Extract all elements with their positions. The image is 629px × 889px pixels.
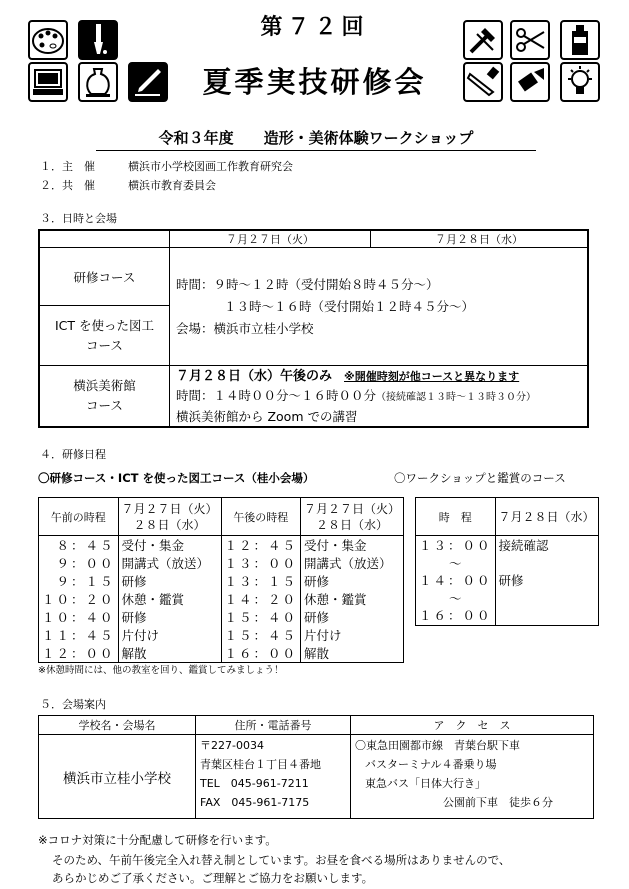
schedule-row	[39, 572, 404, 590]
pm-time: １５：４０	[221, 608, 301, 626]
page-title: 夏季実技研修会	[202, 65, 427, 99]
workshop-schedule-table	[415, 497, 599, 626]
ws-item-2: 研修	[498, 573, 524, 588]
museum-day: ７月２８日（水）午後のみ	[176, 369, 333, 384]
ws-header-time: 時 程	[416, 498, 496, 536]
course-museum	[39, 366, 170, 428]
venue-school-name: 横浜市立桂小学校	[39, 735, 196, 819]
section4-heading: ４．研修日程	[40, 448, 106, 461]
museum-check: （接続確認１３時～１３時３０分）	[376, 392, 537, 403]
venue-col-address: 住所・電話番号	[196, 716, 351, 735]
am-item: 研修	[118, 608, 221, 626]
subtitle-name: 造形・美術体験ワークショップ	[263, 129, 474, 147]
subtitle	[96, 127, 536, 151]
pm-time: １６：００	[221, 644, 301, 663]
ws-time-1: １３：００	[419, 538, 492, 553]
ws-time-3: １６：００	[419, 608, 492, 623]
schedule-row	[39, 608, 404, 626]
co-organizer-label: ２．共 催	[40, 179, 95, 192]
museum-note: ※開催時刻が他コースと異なります	[344, 370, 520, 383]
pm-item: 開講式（放送）	[304, 556, 392, 571]
am-day-header	[118, 498, 221, 536]
ws-header-day: ７月２８日（水）	[495, 498, 598, 536]
pm-time: １４：２０	[221, 590, 301, 608]
schedule-left-title: 〇研修コース・ICT を使った図工コース（桂小会場）	[38, 471, 315, 485]
event-number: 第７２回	[260, 15, 369, 40]
schedule-row	[39, 590, 404, 608]
co-organizer-row	[40, 177, 216, 193]
am-time: １０：２０	[39, 590, 119, 608]
pm-time: １３：００	[221, 554, 301, 572]
access-line-1: 〇東急田園都市線 青葉台駅下車	[355, 739, 520, 752]
pm-header: 午後の時程	[221, 498, 301, 536]
am-item: 開講式（放送）	[118, 554, 221, 572]
date-header-1: ７月２７日（火）	[170, 230, 371, 248]
ws-time-2: １４：００	[419, 573, 492, 588]
access-line-2: バスターミナル４番乗り場	[365, 758, 497, 771]
venue-postal: 〒227-0034	[200, 739, 264, 752]
ws-items	[495, 536, 598, 626]
schedule-right-title: 〇ワークショップと鑑賞のコース	[394, 471, 566, 485]
footer-line-2: そのため、午前午後完全入れ替え制としています。お昼を食べる場所はありませんので、	[52, 853, 511, 867]
pm-time: １３：１５	[221, 572, 301, 590]
schedule-row	[39, 536, 404, 555]
organizer-row	[40, 158, 293, 174]
schedule-row	[39, 644, 404, 663]
am-time: ９：１５	[39, 572, 119, 590]
am-day-header-line2: ２８日（水）	[133, 517, 206, 532]
main-schedule-table	[38, 497, 404, 663]
date-venue-table	[38, 229, 589, 428]
am-time: １０：４０	[39, 608, 119, 626]
course-training: 研修コース	[39, 248, 170, 306]
pm-day-header-line1: ７月２７日（火）	[304, 501, 401, 516]
am-item: 研修	[118, 572, 221, 590]
access-line-3: 東急バス「日体大行き」	[365, 777, 486, 790]
venue-info-table	[38, 715, 594, 819]
schedule-row	[39, 554, 404, 572]
pm-time: １５：４５	[221, 626, 301, 644]
venue-fax: FAX 045-961-7175	[200, 796, 310, 809]
museum-cell	[170, 366, 589, 428]
am-time: １１：４５	[39, 626, 119, 644]
time-venue-cell	[170, 248, 589, 366]
date-header-2: ７月２８日（水）	[371, 230, 589, 248]
schedule-row	[39, 626, 404, 644]
pm-item: 研修	[304, 610, 330, 625]
footer-line-3: あらかじめご了承ください。ご理解とご協力をお願いします。	[52, 871, 374, 885]
access-line-4: 公園前下車 徒歩６分	[443, 796, 553, 809]
pm-time: １２：４５	[221, 536, 301, 555]
pm-day-header	[301, 498, 404, 536]
co-organizer-value: 横浜市教育委員会	[128, 179, 216, 192]
am-time: １２：００	[39, 644, 119, 663]
pm-item: 休憩・鑑賞	[304, 592, 367, 607]
am-item: 解散	[118, 644, 221, 663]
course-museum-line2: コース	[86, 398, 123, 413]
course-ict-line1: ICT を使った図工	[54, 317, 155, 333]
course-ict-line2: コース	[86, 337, 123, 353]
venue-address-cell	[196, 735, 351, 819]
pm-item: 研修	[304, 574, 330, 589]
footer-line-1: ※コロナ対策に十分配慮して研修を行います。	[38, 833, 277, 847]
pm-day-header-line2: ２８日（水）	[316, 517, 389, 532]
course-museum-line1: 横浜美術館	[73, 378, 136, 393]
pm-item: 解散	[304, 646, 330, 661]
am-time: ９：００	[39, 554, 119, 572]
ws-item-1: 接続確認	[498, 538, 549, 553]
ws-tilde-2: ～	[449, 590, 462, 606]
am-item: 受付・集金	[118, 536, 221, 555]
section5-heading: ５．会場案内	[40, 698, 106, 711]
am-day-header-line1: ７月２７日（火）	[121, 501, 218, 516]
am-header: 午前の時程	[39, 498, 119, 536]
am-time: ８：４５	[39, 536, 119, 555]
ws-tilde-1: ～	[449, 555, 462, 571]
break-note: ※休憩時間には、他の教室を回り、鑑賞してみましょう！	[38, 665, 284, 676]
venue-tel: TEL 045-961-7211	[200, 777, 309, 790]
time-line-1: 時間：９時～１２時（受付開始８時４５分～）	[176, 276, 439, 292]
section3-heading: ３．日時と会場	[40, 212, 117, 225]
venue-col-school: 学校名・会場名	[39, 716, 196, 735]
museum-zoom: 横浜美術館から Zoom での講習	[176, 409, 358, 424]
am-item: 片付け	[118, 626, 221, 644]
time-line-2: １３時～１６時（受付開始１２時４５分～）	[224, 298, 475, 314]
organizer-value: 横浜市小学校図画工作教育研究会	[128, 160, 293, 173]
organizer-label: １．主 催	[40, 160, 95, 173]
pm-item: 受付・集金	[304, 538, 367, 553]
venue-line: 会場：横浜市立桂小学校	[176, 320, 314, 336]
venue-address: 青葉区桂台１丁目４番地	[200, 758, 321, 771]
am-item: 休憩・鑑賞	[118, 590, 221, 608]
ws-times	[416, 536, 496, 626]
pm-item: 片付け	[304, 628, 342, 643]
venue-access-cell	[351, 735, 594, 819]
museum-time: 時間：１４時００分～１６時００分	[176, 388, 377, 403]
venue-col-access: ア ク セ ス	[351, 716, 594, 735]
subtitle-year: 令和３年度	[158, 129, 234, 147]
course-ict	[39, 306, 170, 366]
